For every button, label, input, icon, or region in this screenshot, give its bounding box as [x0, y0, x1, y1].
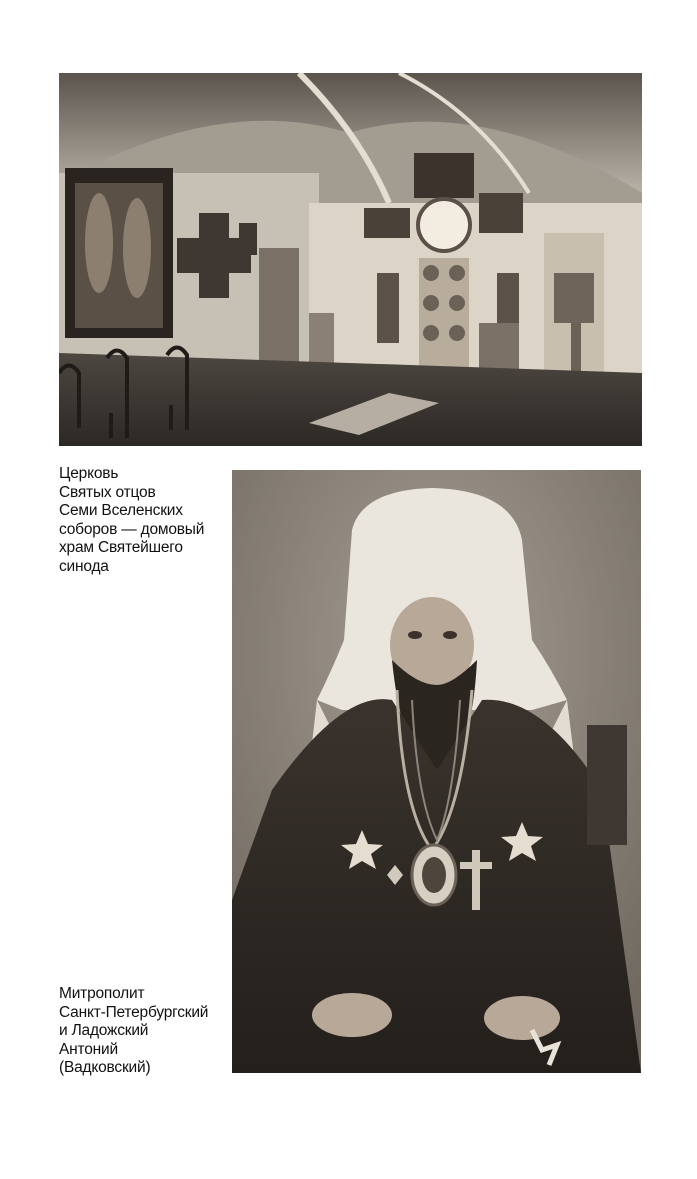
church-caption-line: Семи Вселенских	[59, 502, 183, 519]
church-interior-image	[59, 73, 642, 446]
portrait-caption-line: (Вадковский)	[59, 1059, 151, 1076]
church-caption-line: Святых отцов	[59, 483, 156, 501]
portrait-caption	[59, 985, 229, 1078]
church-caption-line: синода	[59, 557, 109, 575]
church-interior-photo	[59, 73, 642, 446]
portrait-caption-line: Митрополит	[59, 985, 145, 1002]
church-caption	[59, 465, 229, 576]
church-caption-line: Церковь	[59, 465, 119, 482]
portrait-caption-line: Антоний	[59, 1040, 118, 1058]
portrait-caption-line: и Ладожский	[59, 1022, 149, 1039]
metropolitan-portrait-image	[232, 470, 641, 1073]
church-caption-line: соборов — домовый	[59, 520, 205, 538]
church-caption-line: храм Святейшего	[59, 539, 183, 556]
portrait-caption-line: Санкт-Петербургский	[59, 1003, 209, 1021]
metropolitan-portrait-photo	[232, 470, 641, 1073]
